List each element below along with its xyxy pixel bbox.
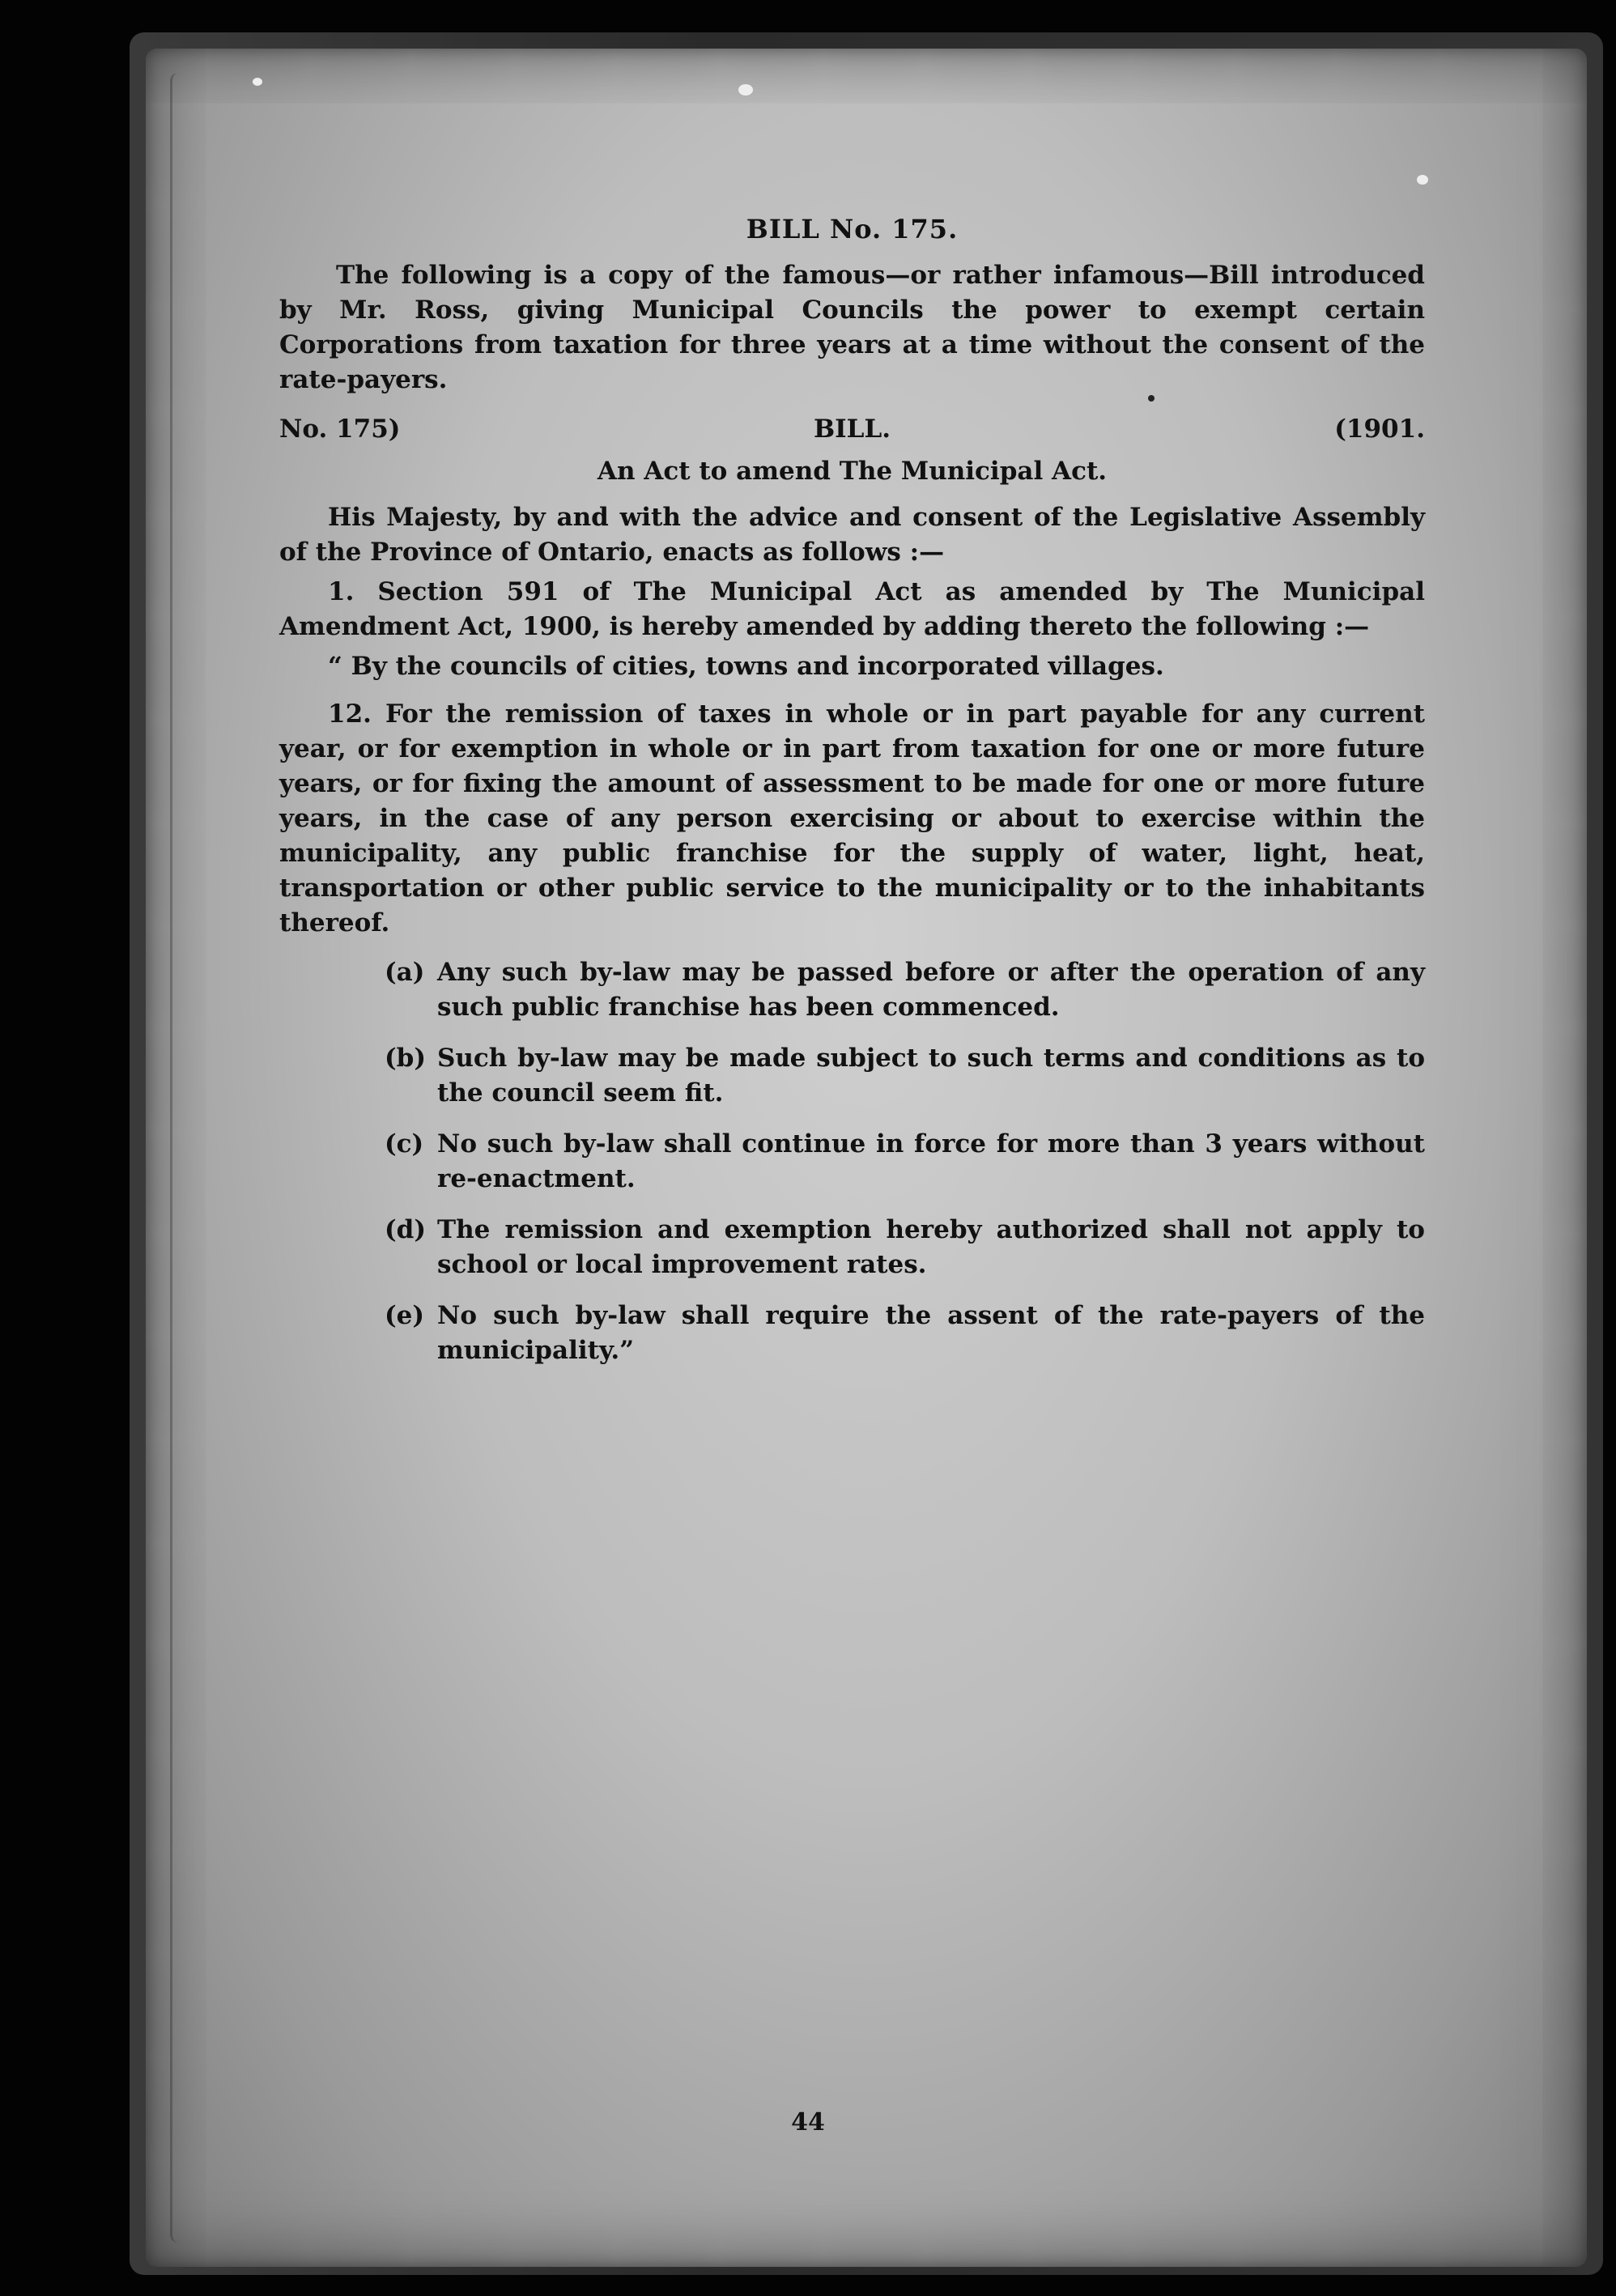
bill-number: No. 175) <box>279 415 401 444</box>
subclause-marker: (a) <box>385 958 425 987</box>
subclause-text: No such by-law shall require the assent of the rate-payers of the municipality.” <box>437 1301 1425 1365</box>
subclause-marker: (b) <box>385 1044 427 1073</box>
dust-speck <box>253 78 262 86</box>
subclause-item <box>385 1041 1425 1111</box>
dust-speck <box>1417 175 1428 185</box>
act-title: An Act to amend The Municipal Act. <box>597 457 1108 486</box>
document-body <box>279 212 1425 1384</box>
bill-header <box>279 412 1425 449</box>
bill-label: BILL. <box>813 415 891 444</box>
section-1: 1. Section 591 of The Municipal Act as amended by The Municipal Amendment Act, 1900, is hereby amended by adding thereto the following :— <box>279 577 1425 641</box>
subclause-text: Such by-law may be made subject to such terms and conditions as to the council seem fit. <box>437 1044 1425 1108</box>
quoted-line: “ By the councils of cities, towns and incorporated villages. <box>328 652 1164 681</box>
subclause-item <box>385 1299 1425 1368</box>
subclause-list <box>385 955 1425 1368</box>
bill-year: (1901. <box>1334 415 1425 444</box>
subclause-text: The remission and exemption hereby authorized shall not apply to school or local improvement rates. <box>437 1215 1425 1279</box>
clause-12: 12. For the remission of taxes in whole or in part payable for any current year, or for exemption in whole or in part from taxation for one or more future years, or for fixing the amount of assessment to be made for one or more future years, in the case of any person exercising or about to exercise within the municipality, any public franchise for the supply of water, light, heat, transportation or other public service to the municipality or to the inhabitants thereof. <box>279 699 1425 938</box>
subclause-text: Any such by-law may be passed before or after the operation of any such public franchise has been commenced. <box>437 958 1425 1022</box>
document-title: BILL No. 175. <box>746 214 959 244</box>
intro-paragraph: The following is a copy of the famous—or rather infamous—Bill introduced by Mr. Ross, giving Municipal Councils the power to exempt certain Corporations from taxation for three years at a time without the consent of the rate-payers. <box>279 261 1425 394</box>
subclause-marker: (c) <box>385 1129 424 1159</box>
subclause-item <box>385 1127 1425 1197</box>
subclause-marker: (d) <box>385 1215 427 1244</box>
enacting-clause: His Majesty, by and with the advice and consent of the Legislative Assembly of the Province of Ontario, enacts as follows :— <box>279 503 1425 567</box>
subclause-text: No such by-law shall continue in force for more than 3 years without re-enactment. <box>437 1129 1425 1193</box>
dust-speck <box>738 84 753 96</box>
subclause-item <box>385 1213 1425 1282</box>
subclause-marker: (e) <box>385 1301 425 1330</box>
page-number: 44 <box>791 2108 825 2137</box>
subclause-item <box>385 955 1425 1025</box>
